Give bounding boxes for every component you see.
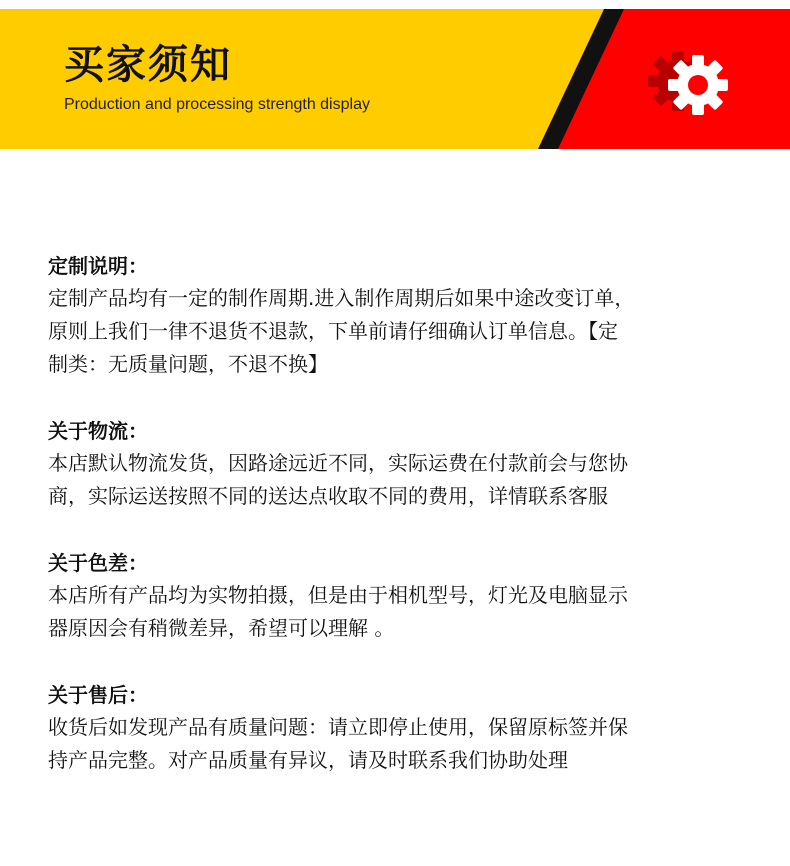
section-heading: 关于色差： (48, 551, 148, 575)
gear-icon (640, 45, 736, 125)
section-line: 收货后如发现产品有质量问题：请立即停止使用，保留原标签并保 (48, 715, 628, 739)
page-subtitle: Production and processing strength display (64, 96, 370, 113)
page-title: 买家须知 (64, 42, 232, 88)
section-line: 本店默认物流发货，因路途远近不同，实际运费在付款前会与您协 (48, 451, 628, 475)
section-line: 定制产品均有一定的制作周期.进入制作周期后如果中途改变订单， (48, 286, 635, 310)
section-heading: 定制说明： (48, 254, 148, 278)
section-line: 制类：无质量问题，不退不换】 (48, 352, 328, 376)
gear-front-icon (668, 55, 728, 115)
section-customization (48, 250, 758, 381)
section-line: 商，实际运送按照不同的送达点收取不同的费用，详情联系客服 (48, 484, 608, 508)
section-line: 持产品完整。对产品质量有异议，请及时联系我们协助处理 (48, 748, 568, 772)
notice-content (48, 250, 758, 811)
section-line: 器原因会有稍微差异，希望可以理解 。 (48, 616, 395, 640)
section-line: 本店所有产品均为实物拍摄，但是由于相机型号，灯光及电脑显示 (48, 583, 628, 607)
section-logistics (48, 415, 758, 513)
header-banner (0, 9, 790, 149)
section-after-sales (48, 679, 758, 777)
section-line: 原则上我们一律不退货不退款，下单前请仔细确认订单信息。【定 (48, 319, 618, 343)
section-heading: 关于售后： (48, 683, 148, 707)
section-color-difference (48, 547, 758, 645)
section-heading: 关于物流： (48, 419, 148, 443)
